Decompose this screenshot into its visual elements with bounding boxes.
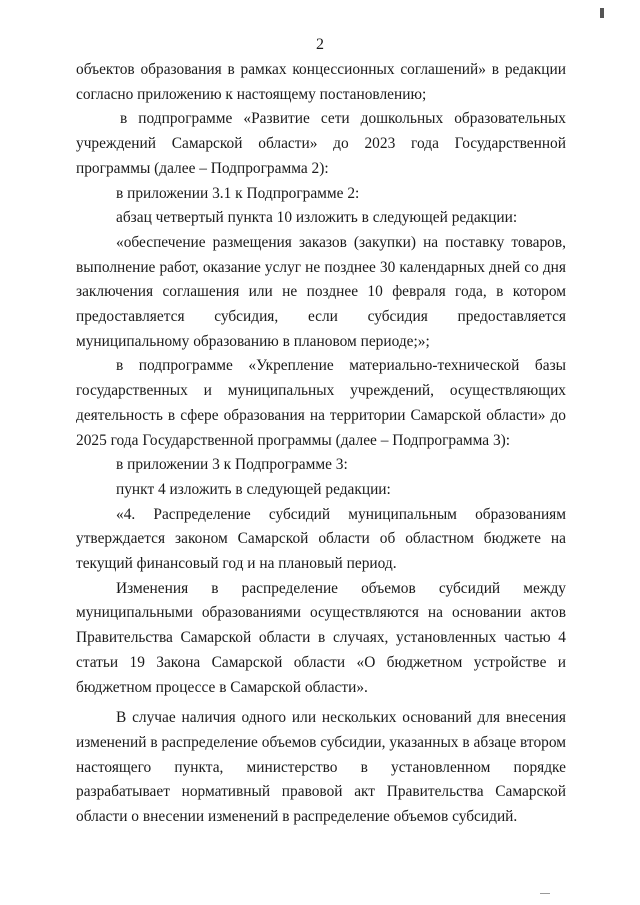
document-body xyxy=(76,58,566,830)
paragraph-subprogram-2: в подпрограмме «Развитие сети дошкольных образовательных учреждений Самарской области» до 2023 года Государственной программы (далее – Подпрограмма 2): xyxy=(76,110,566,177)
paragraph-changes: Изменения в распределение объемов субсидий между муниципальными образованиями осуществляются на основании актов Правительства Самарской области в случаях, установленных частью 4 статьи 19 Закона Самарской области «О бюджетном устройстве и бюджетном процессе в Самарской области». xyxy=(76,579,566,696)
paragraph-quote-procurement: «обеспечение размещения заказов (закупки) на поставку товаров, выполнение работ, оказание услуг не позднее 30 календарных дней со дня заключения соглашения или не позднее 10 февраля года, в котором предоставляется субсидия, если субсидия предоставляется муниципальному образованию в плановом периоде;»; xyxy=(76,233,566,350)
paragraph-appendix-3-1: в приложении 3.1 к Подпрограмме 2: xyxy=(116,184,360,202)
scan-mark-top-right xyxy=(600,8,604,18)
page-number: 2 xyxy=(316,36,324,53)
paragraph-quote-distribution: «4. Распределение субсидий муниципальным образованиям утверждается законом Самарской области об областном бюджете на текущий финансовый год и на плановый период. xyxy=(76,505,566,573)
paragraph-clause-10: абзац четвертый пункта 10 изложить в следующей редакции: xyxy=(116,209,518,227)
paragraph-continuation: объектов образования в рамках концессионных соглашений» в редакции согласно приложению к настоящему постановлению; xyxy=(76,61,566,103)
paragraph-clause-4: пункт 4 изложить в следующей редакции: xyxy=(116,480,391,498)
scan-mark-bottom-right xyxy=(540,893,550,894)
paragraph-appendix-3: в приложении 3 к Подпрограмме 3: xyxy=(116,456,348,474)
paragraph-grounds: В случае наличия одного или нескольких оснований для внесения изменений в распределение объемов субсидии, указанных в абзаце втором настоящего пункта, министерство в установленном порядке разрабатывает нормативный правовой акт Правительства Самарской области о внесении изменений в распределение объемов субсидий. xyxy=(76,709,566,826)
paragraph-subprogram-3: в подпрограмме «Укрепление материально-технической базы государственных и муниципальных учреждений, осуществляющих деятельность в сфере образования на территории Самарской области» до 2025 года Государственной программы (далее – Подпрограмма 3): xyxy=(76,357,566,449)
